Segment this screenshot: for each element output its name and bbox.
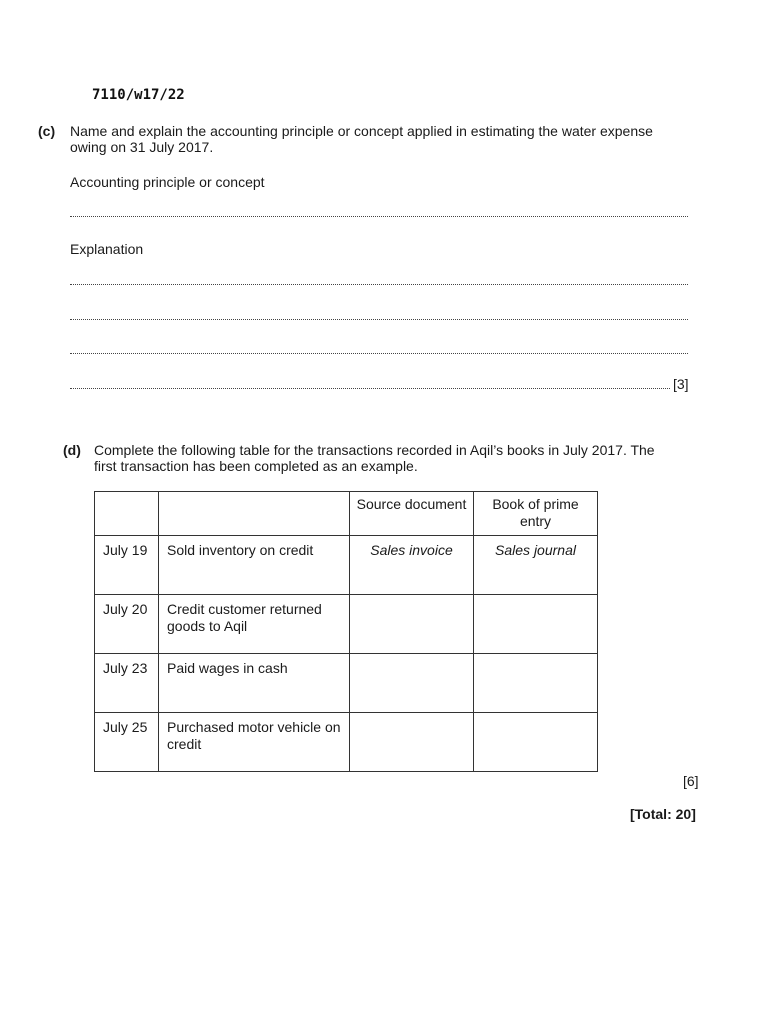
part-c-label: (c) <box>38 123 56 139</box>
part-c-question-line1: Name and explain the accounting principle or concept applied in estimating the water expense <box>70 123 653 139</box>
part-c-question-line2: owing on 31 July 2017. <box>70 139 214 155</box>
table-row <box>95 595 598 654</box>
part-d-question-line1: Complete the following table for the transactions recorded in Aqil’s books in July 2017. The <box>94 442 655 458</box>
row-source-document: Sales invoice <box>350 536 474 595</box>
principle-answer-line[interactable] <box>70 216 688 217</box>
explanation-answer-line-1[interactable] <box>70 284 688 285</box>
row-book-of-prime-entry-answer[interactable] <box>474 654 598 713</box>
row-date: July 23 <box>95 654 159 713</box>
table-row <box>95 713 598 772</box>
row-transaction: Paid wages in cash <box>159 654 350 713</box>
row-transaction: Purchased motor vehicle on credit <box>159 713 350 772</box>
header-book-of-prime-entry: Book of prime entry <box>474 492 598 536</box>
row-transaction: Credit customer returned goods to Aqil <box>159 595 350 654</box>
row-book-of-prime-entry-answer[interactable] <box>474 595 598 654</box>
table-row <box>95 536 598 595</box>
part-d-marks: [6] <box>683 773 699 789</box>
row-source-document-answer[interactable] <box>350 654 474 713</box>
header-transaction-cell <box>159 492 350 536</box>
row-transaction: Sold inventory on credit <box>159 536 350 595</box>
row-date: July 19 <box>95 536 159 595</box>
principle-label: Accounting principle or concept <box>70 174 265 190</box>
explanation-answer-line-4[interactable] <box>70 388 670 389</box>
transactions-table <box>94 491 598 772</box>
table-row <box>95 654 598 713</box>
row-book-of-prime-entry: Sales journal <box>474 536 598 595</box>
explanation-answer-line-3[interactable] <box>70 353 688 354</box>
row-source-document-answer[interactable] <box>350 595 474 654</box>
part-d-question-line2: first transaction has been completed as an example. <box>94 458 418 474</box>
header-date-cell <box>95 492 159 536</box>
part-c-marks: [3] <box>673 376 689 392</box>
row-source-document-answer[interactable] <box>350 713 474 772</box>
row-date: July 25 <box>95 713 159 772</box>
row-book-of-prime-entry-answer[interactable] <box>474 713 598 772</box>
header-source-document: Source document <box>350 492 474 536</box>
paper-code: 7110/w17/22 <box>92 87 185 103</box>
row-date: July 20 <box>95 595 159 654</box>
explanation-label: Explanation <box>70 241 144 257</box>
part-d-label: (d) <box>63 442 81 458</box>
total-marks: [Total: 20] <box>630 806 696 822</box>
explanation-answer-line-2[interactable] <box>70 319 688 320</box>
table-header-row <box>95 492 598 536</box>
